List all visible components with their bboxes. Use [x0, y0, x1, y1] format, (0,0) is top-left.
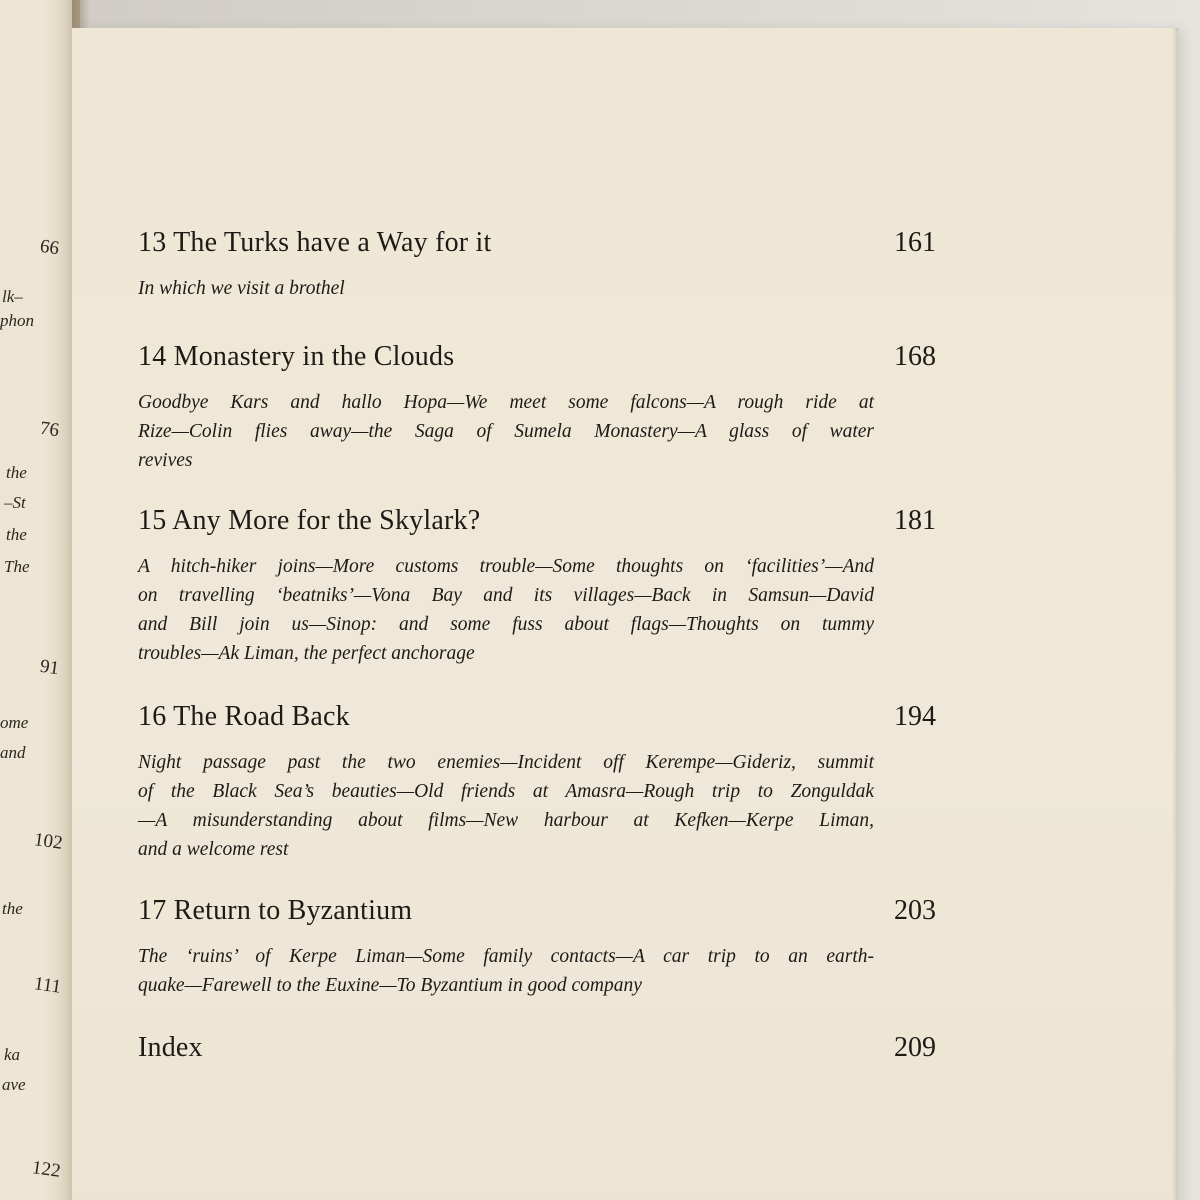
chapter-number: 15 — [138, 505, 167, 536]
chapter-summary — [138, 388, 874, 475]
chapter-title — [138, 894, 412, 928]
toc-entry-15 — [138, 504, 938, 668]
chapter-summary — [138, 274, 874, 303]
chapter-heading — [138, 340, 938, 374]
toc-entry-16 — [138, 700, 938, 864]
left-page-fragment: lk– — [2, 287, 23, 306]
left-page-number: 111 — [32, 973, 63, 998]
summary-line: Night passage past the two enemies—Incident off Kerempe—Gideriz, summit — [138, 752, 874, 773]
toc-entry-14 — [138, 340, 938, 475]
chapter-number: 14 — [138, 341, 167, 372]
summary-line: A hitch-hiker joins—More customs trouble—Some thoughts on ‘facilities’—And — [138, 556, 874, 577]
toc-entry-index — [138, 1031, 938, 1065]
chapter-page-number: 203 — [894, 895, 936, 926]
chapter-title — [138, 226, 491, 260]
summary-line: In which we visit a brothel — [138, 278, 345, 299]
left-page-number: 91 — [38, 655, 61, 680]
toc-entry-17 — [138, 894, 938, 1000]
left-page-fragment: the — [2, 899, 23, 918]
left-page-fragment: ka — [4, 1045, 21, 1064]
left-page-fragment: phon — [0, 311, 34, 330]
chapter-title — [138, 700, 350, 734]
chapter-title-text: Any More for the Skylark? — [172, 505, 481, 536]
contents-page — [72, 28, 1178, 1200]
left-page-number: 66 — [38, 235, 61, 260]
summary-line: revives — [138, 450, 193, 471]
chapter-summary — [138, 552, 874, 668]
chapter-title-text: Return to Byzantium — [173, 895, 413, 926]
left-page-fragment: –St — [4, 493, 26, 512]
chapter-heading — [138, 894, 938, 928]
chapter-summary — [138, 748, 874, 864]
chapter-title-text: The Road Back — [173, 701, 350, 732]
summary-line: of the Black Sea’s beauties—Old friends at Amasra—Rough trip to Zonguldak — [138, 781, 874, 802]
left-page-number: 122 — [30, 1157, 62, 1182]
chapter-number: 17 — [138, 895, 167, 926]
left-page-number: 102 — [32, 829, 64, 854]
summary-line: and a welcome rest — [138, 839, 289, 860]
summary-line: Rize—Colin flies away—the Saga of Sumela Monastery—A glass of water — [138, 421, 874, 442]
index-page-number: 209 — [894, 1032, 936, 1063]
left-page-fragment: and — [0, 743, 26, 762]
index-heading — [138, 1031, 938, 1065]
chapter-page-number: 181 — [894, 505, 936, 536]
page-edge — [1172, 28, 1178, 1200]
chapter-title-text: The Turks have a Way for it — [173, 227, 492, 258]
left-page — [0, 0, 80, 1200]
left-page-fragment: ave — [2, 1075, 26, 1094]
left-page-number: 76 — [38, 417, 61, 442]
chapter-heading — [138, 504, 938, 538]
chapter-page-number: 168 — [894, 341, 936, 372]
left-page-fragment: The — [4, 557, 30, 576]
chapter-number: 13 — [138, 227, 167, 258]
summary-line: —A misunderstanding about films—New harbour at Kefken—Kerpe Liman, — [138, 810, 874, 831]
chapter-heading — [138, 700, 938, 734]
summary-line: The ‘ruins’ of Kerpe Liman—Some family contacts—A car trip to an earth- — [138, 946, 874, 967]
summary-line: quake—Farewell to the Euxine—To Byzantium in good company — [138, 975, 642, 996]
summary-line: on travelling ‘beatniks’—Vona Bay and its villages—Back in Samsun—David — [138, 585, 874, 606]
chapter-summary — [138, 942, 874, 1000]
toc-entry-13 — [138, 226, 938, 303]
chapter-number: 16 — [138, 701, 167, 732]
summary-line: Goodbye Kars and hallo Hopa—We meet some falcons—A rough ride at — [138, 392, 874, 413]
chapter-title — [138, 504, 480, 538]
chapter-heading — [138, 226, 938, 260]
left-page-fragment: the — [6, 525, 27, 544]
chapter-page-number: 194 — [894, 701, 936, 732]
left-page-fragment: ome — [0, 713, 29, 732]
chapter-page-number: 161 — [894, 227, 936, 258]
chapter-title — [138, 340, 454, 374]
summary-line: and Bill join us—Sinop: and some fuss about flags—Thoughts on tummy — [138, 614, 874, 635]
summary-line: troubles—Ak Liman, the perfect anchorage — [138, 643, 475, 664]
chapter-title-text: Monastery in the Clouds — [173, 341, 455, 372]
left-page-fragment: the — [6, 463, 27, 482]
index-label: Index — [138, 1032, 203, 1063]
